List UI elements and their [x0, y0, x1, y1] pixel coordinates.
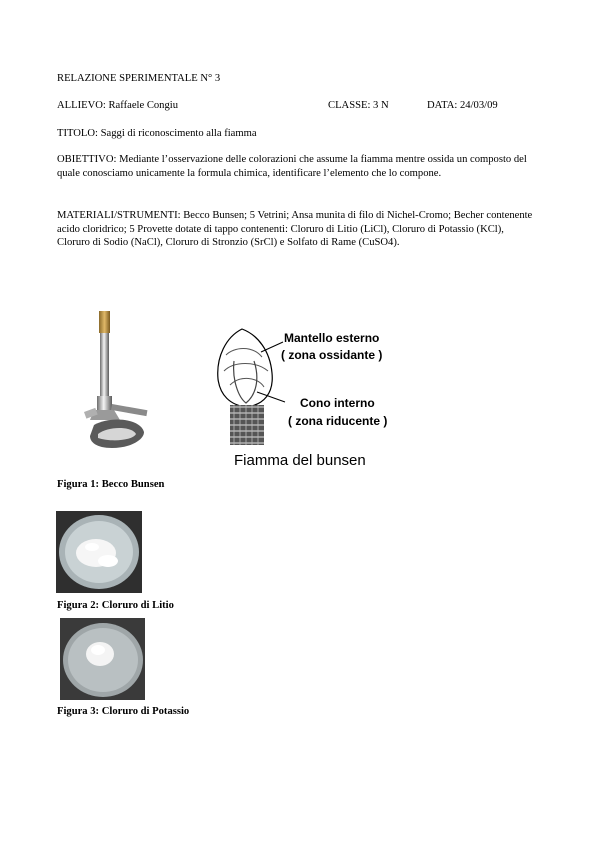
class-label: CLASSE: 3 N — [328, 100, 389, 111]
reducing-zone-label: ( zona riducente ) — [288, 414, 388, 428]
potassium-chloride-photo — [60, 618, 145, 700]
objective-paragraph: OBIETTIVO: Mediante l’osservazione delle colorazioni che assume la fiamma mentre ossida un composto del quale conosciamo unicamente la formula chimica, identificare l’elemento che lo compone. — [57, 154, 527, 179]
report-subject: TITOLO: Saggi di riconoscimento alla fiamma — [57, 128, 257, 139]
figure-2-caption: Figura 2: Cloruro di Litio — [57, 600, 174, 611]
report-title: RELAZIONE SPERIMENTALE N° 3 — [57, 73, 221, 84]
oxidizing-zone-label: ( zona ossidante ) — [281, 348, 383, 362]
date-label: DATA: 24/03/09 — [427, 100, 498, 111]
inner-cone-label: Cono interno — [300, 396, 375, 410]
student-name: ALLIEVO: Raffaele Congiu — [57, 100, 179, 111]
lithium-chloride-photo — [56, 511, 142, 593]
outer-mantle-label: Mantello esterno — [284, 331, 380, 345]
figure-1-caption: Figura 1: Becco Bunsen — [57, 479, 165, 490]
figure-3-caption: Figura 3: Cloruro di Potassio — [57, 706, 190, 717]
bunsen-burner-image — [74, 308, 154, 454]
materials-paragraph: MATERIALI/STRUMENTI: Becco Bunsen; 5 Vetrini; Ansa munita di filo di Nichel-Cromo; Becher contenente acido cloridrico; 5 Provette dotate di tappo contenenti: Cloruro di Litio (LiCl), Cloruro di Potassio (KCl), Cloruro di Sodio (NaCl), Cloruro di Stronzio (SrCl) e Solfato di Rame (CuSO4). — [57, 210, 533, 249]
flame-diagram-title: Fiamma del bunsen — [234, 452, 366, 469]
